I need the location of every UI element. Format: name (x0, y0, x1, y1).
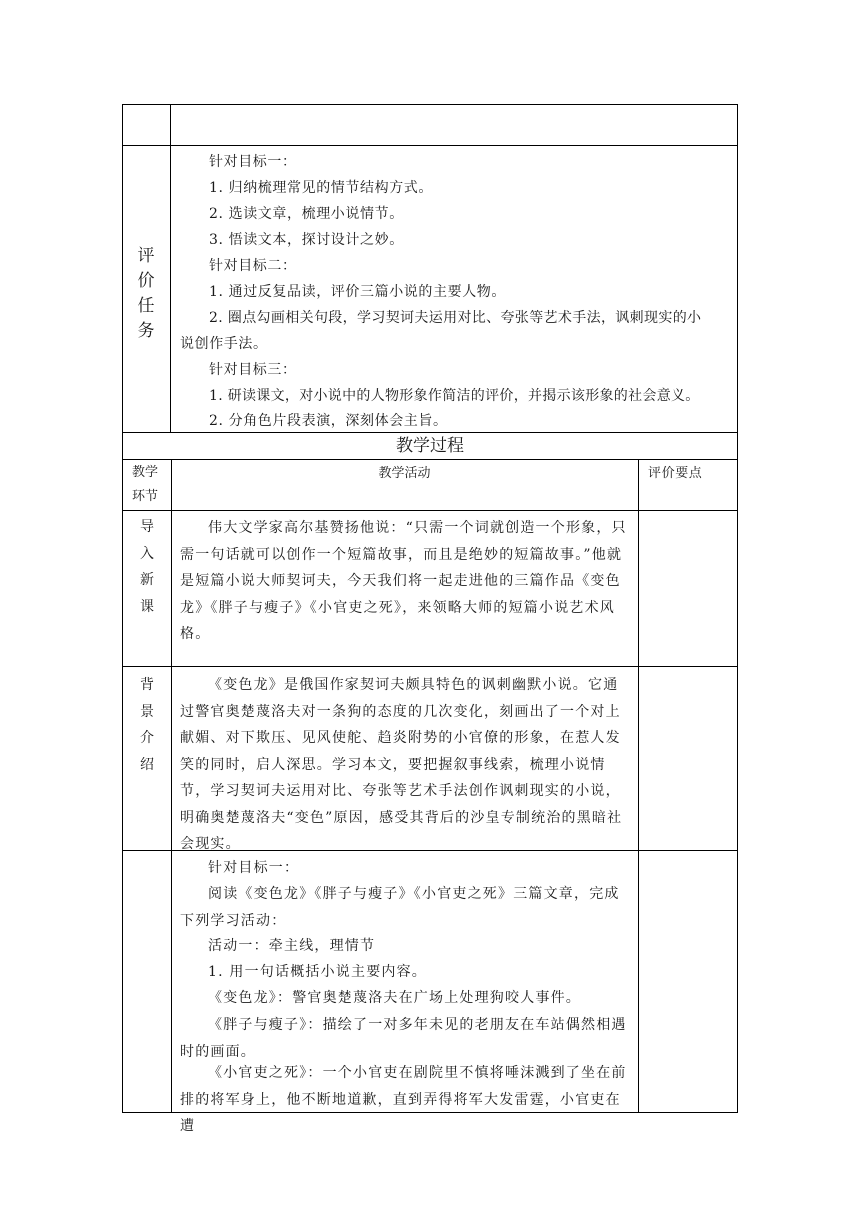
task-item: 1. 通过反复品读，评价三篇小说的主要人物。 (209, 284, 507, 300)
activity-heading: 活动一：牵主线，理情节 (208, 938, 376, 954)
evaluation-label (131, 244, 161, 344)
stage-label-background (132, 672, 162, 778)
process-title: 教学过程 (396, 436, 464, 456)
task-item: 1. 研读课文，对小说中的人物形象作简洁的评价，并揭示该形象的社会意义。 (209, 388, 700, 404)
task-item: 2. 分角色片段表演，深刻体会主旨。 (209, 413, 448, 429)
task-item: 2. 选读文章，梳理小说情节。 (209, 206, 404, 222)
label-char: 介 (140, 730, 154, 746)
header-stage: 教学环节 (131, 465, 158, 504)
activity-paragraph: 阅读《变色龙》《胖子与瘦子》《小官吏之死》三篇文章，完成下列学习活动： (180, 886, 620, 929)
column-divider (638, 459, 639, 1113)
row-divider (122, 510, 738, 511)
label-char: 价 (137, 271, 155, 291)
activity-paragraph: 《小官吏之死》：一个小官吏在剧院里不慎将唾沫溅到了坐在前排的将军身上，他不断地道歉，直到弄得将军大发雷霆，小官吏在遭 (180, 1065, 627, 1134)
label-char: 入 (140, 545, 154, 562)
task-item: 1. 归纳梳理常见的情节结构方式。 (209, 180, 434, 196)
target-heading: 针对目标二： (209, 258, 297, 274)
header-activity: 教学活动 (378, 466, 431, 481)
label-char: 评 (137, 246, 155, 266)
target-heading: 针对目标三： (209, 362, 297, 378)
task-item: 2. 圈点勾画相关句段，学习契诃夫运用对比、夸张等艺术手法，讽刺现实的小 (209, 310, 702, 326)
task-item-continuation: 说创作手法。 (180, 336, 268, 352)
row-divider (122, 666, 738, 667)
column-divider (170, 104, 171, 432)
label-char: 导 (140, 519, 154, 535)
header-points: 评价要点 (648, 466, 703, 481)
activity-paragraph: 《变色龙》：警官奥楚蔑洛夫在广场上处理狗咬人事件。 (208, 990, 581, 1006)
label-char: 景 (140, 703, 154, 720)
activity-paragraph: 《胖子与瘦子》：描绘了一对多年未见的老朋友在车站偶然相遇时的画面。 (180, 1017, 627, 1060)
intro-activity-text: 伟大文学家高尔基赞扬他说：“只需一个词就创造一个形象，只需一句话就可以创作一个短篇故事，而且是绝妙的短篇故事。”他就是短篇小说大师契诃夫，今天我们将一起走进他的三篇作品《变色龙》《胖子与瘦子》《小官吏之死》，来领略大师的短篇小说艺术风格。 (180, 520, 627, 642)
task-item: 3. 悟读文本，探讨设计之妙。 (209, 232, 404, 248)
activity-paragraph: 1. 用一句话概括小说主要内容。 (208, 964, 428, 980)
label-char: 任 (137, 296, 155, 316)
row-divider (122, 145, 738, 146)
label-char: 新 (140, 572, 154, 588)
target-heading: 针对目标一： (208, 860, 300, 876)
stage-label-intro (132, 514, 162, 620)
row-divider (122, 459, 738, 460)
column-divider (171, 459, 172, 1113)
label-char: 课 (140, 598, 154, 615)
target-heading: 针对目标一： (209, 154, 297, 170)
background-activity-text: 《变色龙》是俄国作家契诃夫颇具特色的讽刺幽默小说。它通过警官奥楚蔑洛夫对一条狗的态度的几次变化，刻画出了一个对上献媚、对下欺压、见风使舵、趋炎附势的小官僚的形象，在惹人发笑的同时，启人深思。学习本文，要把握叙事线索，梳理小说情节，学习契诃夫运用对比、夸张等艺术手法创作讽刺现实的小说，明确奥楚蔑洛夫“变色”原因，感受其背后的沙皇专制统治的黑暗社会现实。 (180, 677, 623, 852)
label-char: 绍 (140, 756, 154, 773)
label-char: 务 (137, 321, 155, 341)
label-char: 背 (140, 677, 154, 693)
